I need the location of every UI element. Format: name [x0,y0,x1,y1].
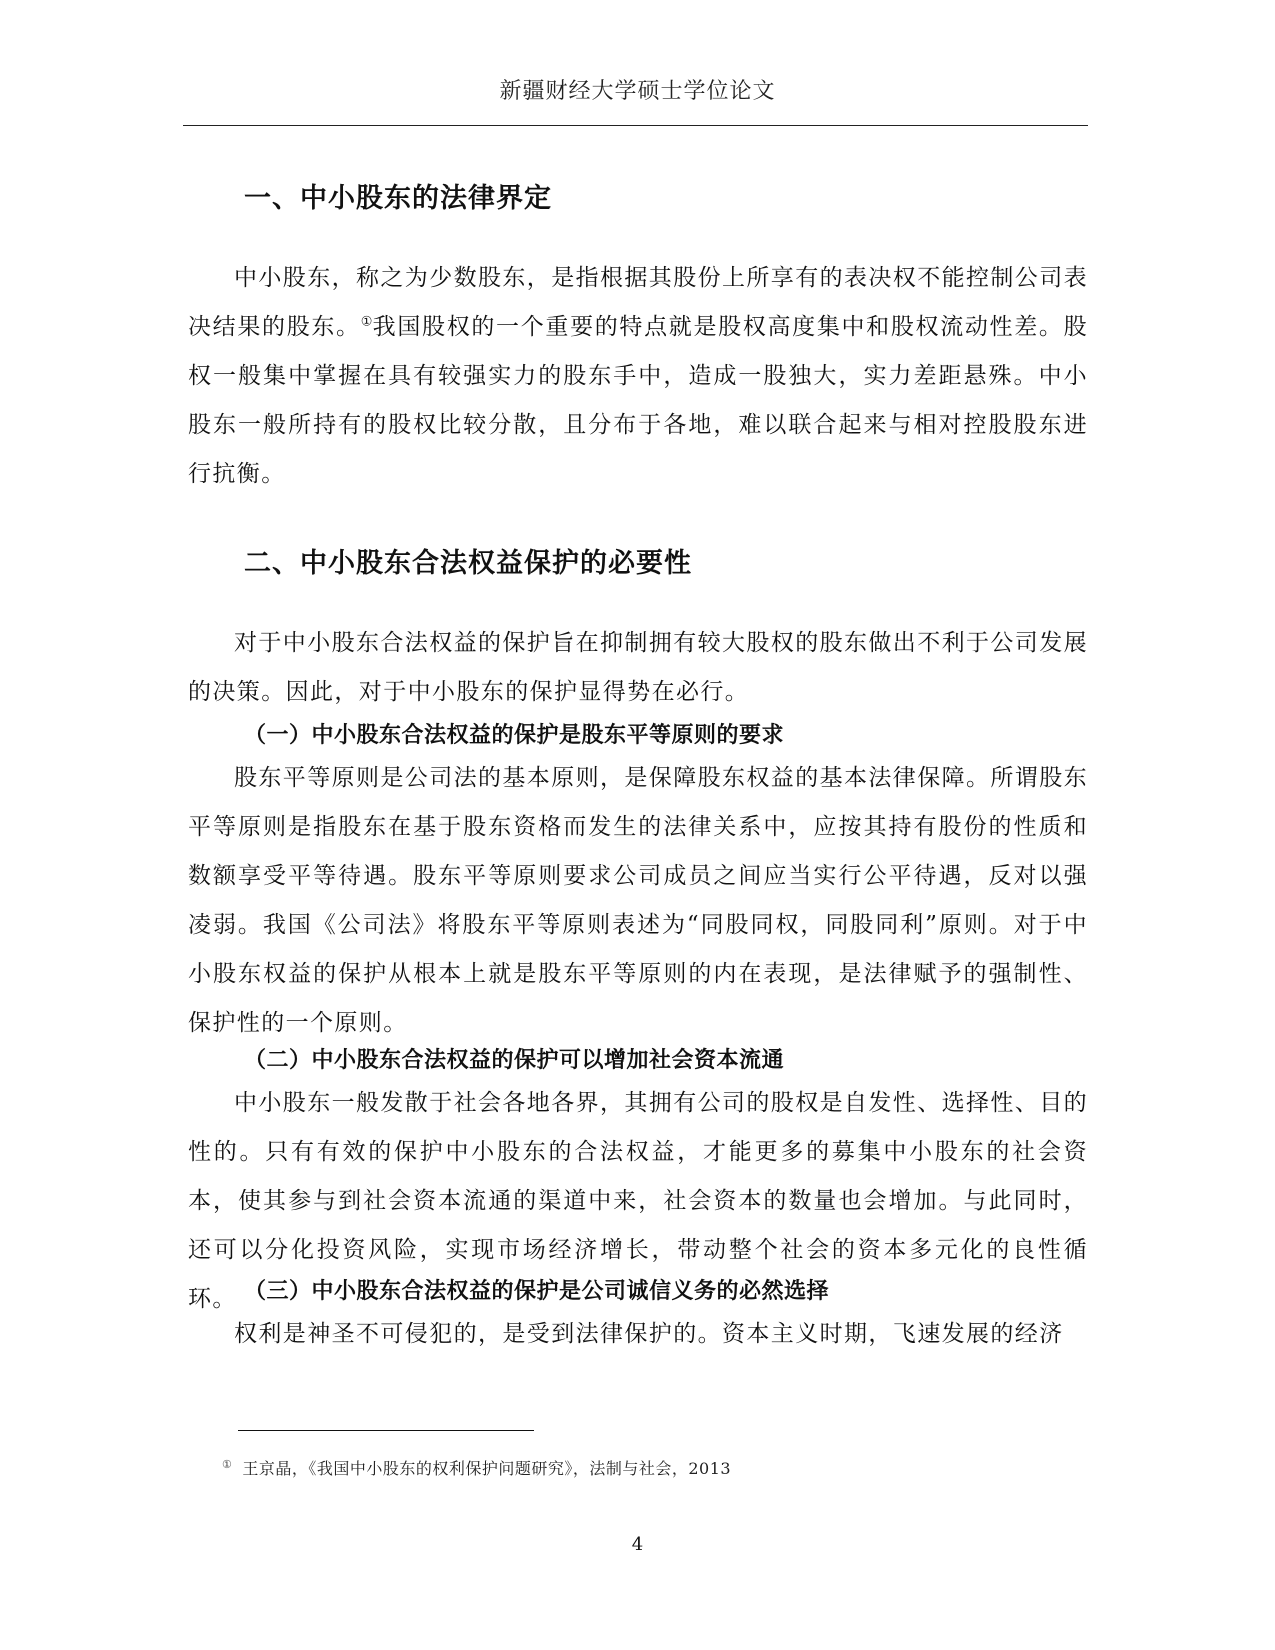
subsection-2-paragraph: 中小股东一般发散于社会各地各界，其拥有公司的股权是自发性、选择性、目的性的。只有有效的保护中小股东的合法权益，才能更多的募集中小股东的社会资本，使其参与到社会资本流通的渠道中来，社会资本的数量也会增加。与此同时，还可以分化投资风险，实现市场经济增长，带动整个社会的资本多元化的良性循环。 [188,1090,1088,1312]
footnote-mark: ① [222,1457,233,1471]
footnote [222,1456,731,1479]
running-header: 新疆财经大学硕士学位论文 [499,79,776,104]
subsection-2-heading: （二）中小股东合法权益的保护可以增加社会资本流通 [244,1048,785,1073]
footnote-text: 王京晶，《我国中小股东的权利保护问题研究》，法制与社会，2013 [242,1459,732,1478]
subsection-3-paragraph: 权利是神圣不可侵犯的，是受到法律保护的。资本主义时期，飞速发展的经济 [234,1321,1064,1347]
subsection-1-heading: （一）中小股东合法权益的保护是股东平等原则的要求 [244,723,785,748]
section-2-intro [188,619,1088,717]
page-number: 4 [631,1534,644,1555]
subsection-3-body [188,1310,1088,1359]
footnote-rule [238,1430,534,1431]
subsection-3-heading: （三）中小股东合法权益的保护是公司诚信义务的必然选择 [244,1279,830,1304]
header-rule [183,125,1088,126]
section-1-paragraph [188,254,1088,499]
subsection-1-paragraph: 股东平等原则是公司法的基本原则，是保障股东权益的基本法律保障。所谓股东平等原则是指股东在基于股东资格而发生的法律关系中，应按其持有股份的性质和数额享受平等待遇。股东平等原则要求公司成员之间应当实行公平待遇，反对以强凌弱。我国《公司法》将股东平等原则表述为“同股同权，同股同利”原则。对于中小股东权益的保护从根本上就是股东平等原则的内在表现，是法律赋予的强制性、保护性的一个原则。 [188,765,1088,1036]
section-2-heading: 二、中小股东合法权益保护的必要性 [244,548,692,579]
subsection-1-body [188,754,1088,1048]
section-1-body [188,254,1088,499]
section-1-heading: 一、中小股东的法律界定 [244,183,552,214]
footnote-reference: ① [360,314,373,330]
section-1-text-before-ref: 中小股东，称之为少数股东，是指根据其股份上所享有的表决权不能控制公司表决结果的股东。 [188,265,1088,340]
section-2-intro-paragraph: 对于中小股东合法权益的保护旨在抑制拥有较大股权的股东做出不利于公司发展的决策。因此，对于中小股东的保护显得势在必行。 [188,630,1088,705]
section-1-text-after-ref: 我国股权的一个重要的特点就是股权高度集中和股权流动性差。股权一般集中掌握在具有较强实力的股东手中，造成一股独大，实力差距悬殊。中小股东一般所持有的股权比较分散，且分布于各地，难以联合起来与相对控股股东进行抗衡。 [188,314,1088,487]
